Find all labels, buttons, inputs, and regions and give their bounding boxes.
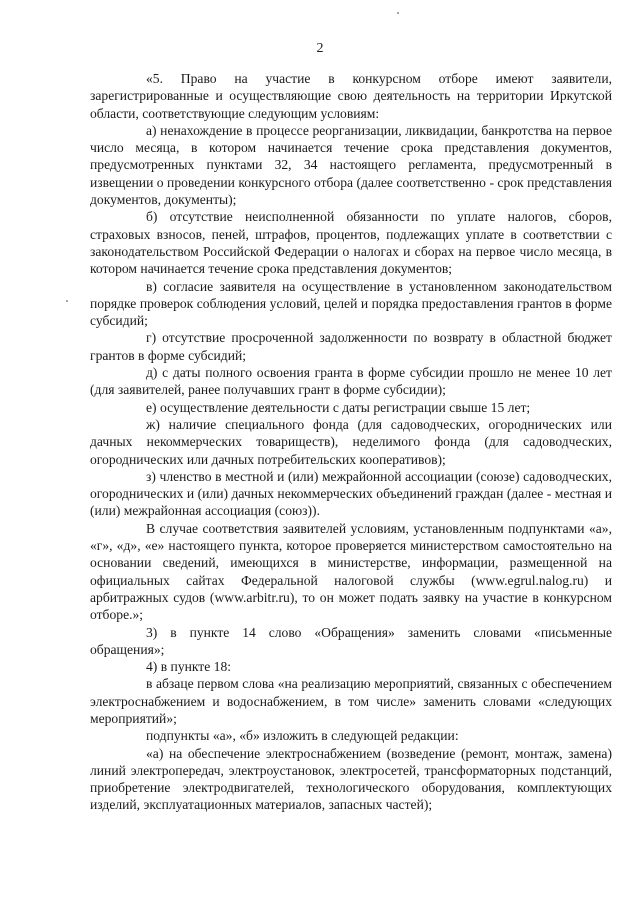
scan-speck	[397, 12, 399, 14]
paragraph-subitem-zh: ж) наличие специального фонда (для садоводческих, огороднических или дачных некоммерческих товариществ), неделимого фонда (для садоводческих, огороднических или дачных потребительских кооперативов);	[90, 416, 612, 467]
paragraph-new-subitem-a: «а) на обеспечение электроснабжением (возведение (ремонт, монтаж, замена) линий электропередач, электроустановок, электросетей, трансформаторных подстанций, приобретение электродвигателей, технологического оборудования, комплектующих изделий, эксплуатационных материалов, запасных частей);	[90, 745, 612, 813]
paragraph-subitem-a: а) ненахождение в процессе реорганизации, ликвидации, банкротства на первое число месяца, в котором начинается течение срока представления документов, предусмотренных пунктами 32, 34 настоящего регламента, предусмотренный в извещении о проведении конкурсного отбора (далее соответственно - срок представления документов, документы);	[90, 122, 612, 208]
paragraph-first-abzac: в абзаце первом слова «на реализацию мероприятий, связанных с обеспечением электроснабжением и водоснабжением, в том числе» заменить словами «следующих мероприятий»;	[90, 676, 612, 726]
paragraph-subitems-intro: подпункты «а», «б» изложить в следующей редакции:	[146, 728, 459, 744]
paragraph-item-5: «5. Право на участие в конкурсном отборе имеют заявители, зарегистрированные и осуществляющие свою деятельность на территории Иркутской области, соответствующие следующим условиям:	[90, 71, 612, 121]
paragraph-subitem-v: в) согласие заявителя на осуществление в установленном законодательством порядке проверок соблюдения условий, целей и порядка предоставления грантов в форме субсидий;	[90, 278, 612, 329]
paragraph-subitem-b: б) отсутствие неисполненной обязанности по уплате налогов, сборов, страховых взносов, пеней, штрафов, процентов, подлежащих уплате в соответствии с законодательством Российской Федерации о налогах и сборах на первое число месяца, в котором начинается течение срока представления документов;	[90, 209, 612, 277]
paragraph-subitem-z: з) членство в местной и (или) межрайонной ассоциации (союзе) садоводческих, огороднических и (или) дачных некоммерческих объединений граждан (далее - местная и (или) межрайонная ассоциация (союз)).	[90, 468, 612, 519]
document-body	[90, 70, 612, 814]
scan-speck	[66, 300, 68, 302]
page-number: 2	[316, 41, 324, 56]
paragraph-subitem-d: д) с даты полного освоения гранта в форме субсидии прошло не менее 10 лет (для заявителей, ранее получавших грант в форме субсидии);	[90, 365, 612, 398]
paragraph-subitem-e: е) осуществление деятельности с даты регистрации свыше 15 лет;	[146, 399, 531, 415]
paragraph-subitem-g: г) отсутствие просроченной задолженности по возврату в областной бюджет грантов в форме субсидий;	[90, 330, 612, 363]
paragraph-compliance-note: В случае соответствия заявителей условиям, установленным подпунктами «а», «г», «д», «е» настоящего пункта, которое проверяется министерством самостоятельно на основании сведений, имеющихся в министерстве, информации, размещенной на официальных сайтах Федеральной налоговой службы (www.egrul.nalog.ru) и арбитражных судов (www.arbitr.ru), то он может подать заявку на участие в конкурсном отборе.»;	[90, 520, 612, 623]
paragraph-item-3: 3) в пункте 14 слово «Обращения» заменить словами «письменные обращения»;	[90, 624, 612, 657]
paragraph-item-4: 4) в пункте 18:	[146, 659, 232, 675]
